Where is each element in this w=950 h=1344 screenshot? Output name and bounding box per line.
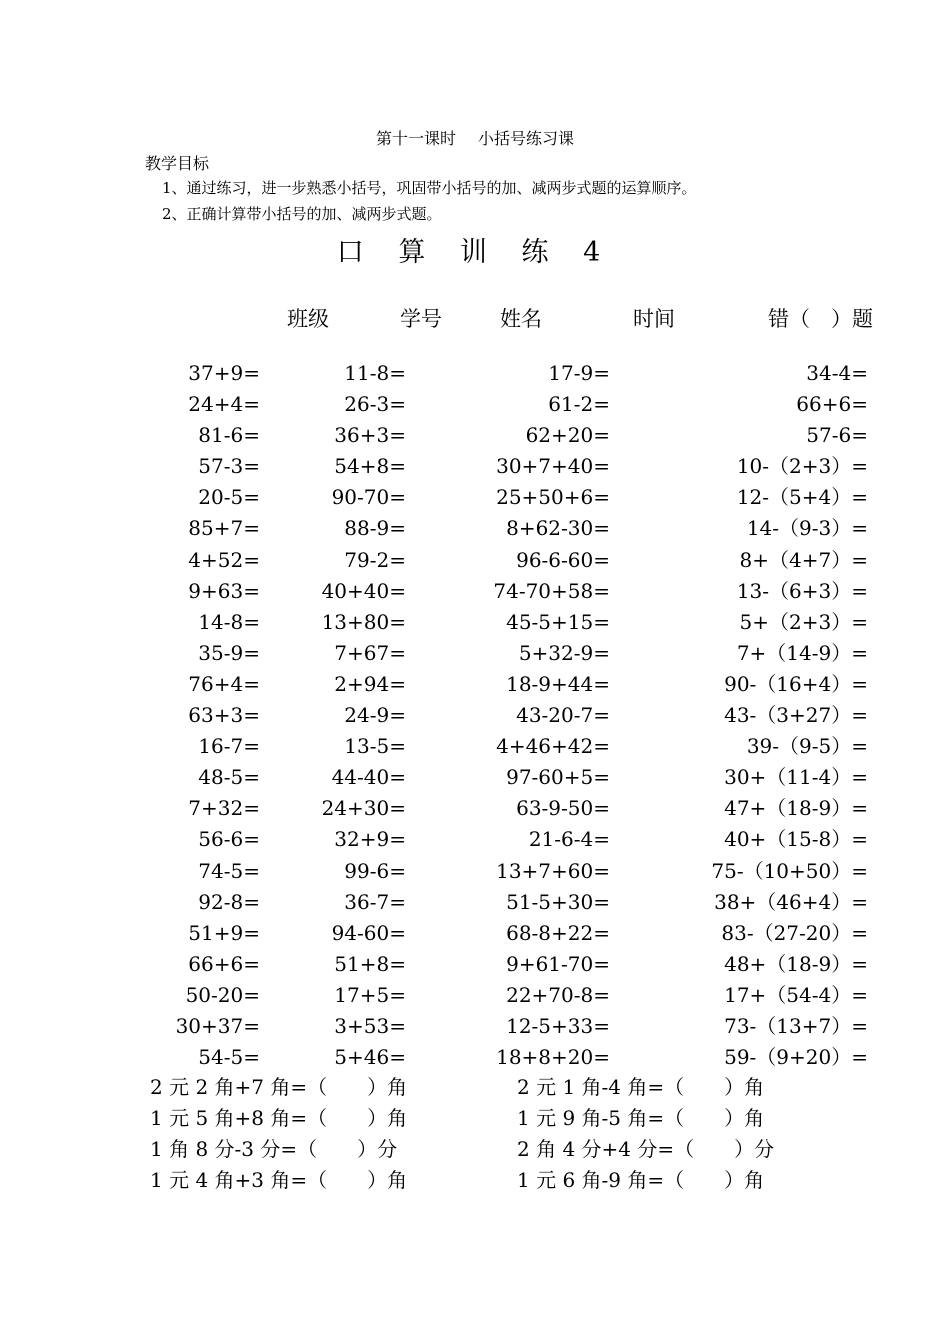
equation: 16-7=	[198, 734, 260, 759]
equation: 24+30=	[321, 796, 406, 821]
equation: 92-8=	[198, 889, 260, 914]
equation-row	[0, 1012, 950, 1043]
equation: 14-（9-3）=	[746, 516, 868, 541]
equation: 50-20=	[185, 982, 260, 1007]
equation: 5+46=	[334, 1045, 406, 1070]
equation-row	[0, 1043, 950, 1074]
equation: 4+46+42=	[496, 734, 610, 759]
equation: 48-5=	[198, 765, 260, 790]
equation: 54+8=	[334, 454, 406, 479]
equation: 74-70+58=	[493, 578, 610, 603]
equation: 24+4=	[188, 392, 260, 417]
money-row	[0, 1073, 950, 1104]
equation: 17+（54-4）=	[724, 982, 868, 1007]
equation: 79-2=	[344, 547, 406, 572]
equation-row	[0, 483, 950, 514]
equation: 8+62-30=	[506, 516, 610, 541]
equation-row	[0, 608, 950, 639]
equation: 94-60=	[331, 920, 406, 945]
equation-row	[0, 950, 950, 981]
equation: 37+9=	[188, 361, 260, 385]
equation: 36+3=	[334, 423, 406, 448]
equation: 12-（5+4）=	[736, 485, 868, 510]
equation: 5+（2+3）=	[739, 609, 868, 634]
class-label: 班级	[287, 307, 329, 331]
equation: 68-8+22=	[506, 920, 610, 945]
equation: 51+8=	[334, 951, 406, 976]
equation: 66+6=	[796, 392, 868, 417]
equation: 81-6=	[198, 423, 260, 448]
goal-item: 2、正确计算带小括号的加、减两步式题。	[162, 205, 442, 223]
lesson-title	[0, 126, 950, 149]
equation-row	[0, 670, 950, 701]
equation: 97-60+5=	[506, 765, 610, 790]
money-problem: 1 元 6 角-9 角=（ ）角	[517, 1168, 765, 1193]
equation: 35-9=	[198, 640, 260, 665]
equation: 51-5+30=	[506, 889, 610, 914]
equation: 2+94=	[334, 671, 406, 696]
equation: 47+（18-9）=	[724, 796, 868, 821]
equation: 3+53=	[334, 1013, 406, 1038]
equation: 73-（13+7）=	[724, 1013, 868, 1038]
equation: 36-7=	[344, 889, 406, 914]
equation: 61-2=	[548, 392, 610, 417]
equation-row	[0, 732, 950, 763]
drill-title: 口 算 训 练 4	[336, 237, 614, 268]
equation-row	[0, 857, 950, 888]
equation: 20-5=	[198, 485, 260, 510]
equation: 54-5=	[198, 1045, 260, 1070]
equation-row	[0, 452, 950, 483]
equation: 43-20-7=	[516, 703, 610, 728]
lesson-topic: 小括号练习课	[478, 129, 575, 148]
equation: 7+（14-9）=	[736, 640, 868, 665]
money-problem: 1 元 4 角+3 角=（ ）角	[150, 1168, 408, 1193]
equation: 9+63=	[188, 578, 260, 603]
equation: 17-9=	[548, 361, 610, 385]
time-label: 时间	[633, 307, 675, 331]
money-problem: 1 元 9 角-5 角=（ ）角	[517, 1106, 765, 1131]
equation: 26-3=	[344, 392, 406, 417]
equation: 30+7+40=	[496, 454, 610, 479]
equation: 74-5=	[198, 858, 260, 883]
equation: 18+8+20=	[496, 1045, 610, 1070]
equation: 17+5=	[334, 982, 406, 1007]
equation: 85+7=	[188, 516, 260, 541]
equation: 56-6=	[198, 827, 260, 852]
equation: 25+50+6=	[496, 485, 610, 510]
goals-heading: 教学目标	[145, 154, 210, 173]
equation-row	[0, 639, 950, 670]
equation: 59-（9+20）=	[724, 1045, 868, 1070]
equation: 7+67=	[334, 640, 406, 665]
equation: 13+80=	[321, 609, 406, 634]
equation: 32+9=	[334, 827, 406, 852]
equation: 34-4=	[806, 361, 868, 385]
equation: 13+7+60=	[496, 858, 610, 883]
equation: 90-70=	[331, 485, 406, 510]
equation: 96-6-60=	[516, 547, 610, 572]
money-problem: 1 角 8 分-3 分=（ ）分	[150, 1137, 398, 1162]
equation: 44-40=	[331, 765, 406, 790]
equation: 38+（46+4）=	[714, 889, 868, 914]
equation: 76+4=	[188, 671, 260, 696]
equation: 5+32-9=	[518, 640, 610, 665]
equation: 45-5+15=	[506, 609, 610, 634]
equation: 10-（2+3）=	[736, 454, 868, 479]
equation: 40+（15-8）=	[724, 827, 868, 852]
equation: 88-9=	[344, 516, 406, 541]
money-row	[0, 1135, 950, 1166]
equation: 24-9=	[344, 703, 406, 728]
equation: 63+3=	[188, 703, 260, 728]
equation-row	[0, 546, 950, 577]
money-problem: 2 元 1 角-4 角=（ ）角	[517, 1075, 765, 1099]
equation: 22+70-8=	[506, 982, 610, 1007]
equation: 13-5=	[344, 734, 406, 759]
equation: 14-8=	[198, 609, 260, 634]
money-problem: 2 角 4 分+4 分=（ ）分	[517, 1137, 775, 1162]
equation: 83-（27-20）=	[721, 920, 868, 945]
equation: 7+32=	[188, 796, 260, 821]
equation-row	[0, 825, 950, 856]
equation: 62+20=	[525, 423, 610, 448]
equation: 63-9-50=	[516, 796, 610, 821]
equation: 30+37=	[175, 1013, 260, 1038]
goal-item: 1、通过练习，进一步熟悉小括号，巩固带小括号的加、减两步式题的运算顺序。	[162, 179, 697, 197]
equation: 99-6=	[344, 858, 406, 883]
equation-row	[0, 701, 950, 732]
money-problem: 2 元 2 角+7 角=（ ）角	[150, 1075, 408, 1099]
money-row	[0, 1104, 950, 1135]
lesson-number: 第十一课时	[375, 129, 456, 148]
equation-row	[0, 981, 950, 1012]
equation: 90-（16+4）=	[724, 671, 868, 696]
equation-row	[0, 390, 950, 421]
equation-row	[0, 421, 950, 452]
equation: 51+9=	[188, 920, 260, 945]
equation: 75-（10+50）=	[711, 858, 868, 883]
errors-label: 错（ ）题	[768, 307, 873, 331]
equation-row	[0, 919, 950, 950]
equation: 48+（18-9）=	[724, 951, 868, 976]
equation: 57-6=	[806, 423, 868, 448]
equation-grid	[0, 359, 950, 1074]
equation-row	[0, 888, 950, 919]
equation: 30+（11-4）=	[724, 765, 868, 790]
equation: 21-6-4=	[528, 827, 610, 852]
equation-row	[0, 514, 950, 545]
equation-row	[0, 359, 950, 390]
equation: 11-8=	[344, 361, 406, 385]
equation: 39-（9-5）=	[746, 734, 868, 759]
equation: 57-3=	[198, 454, 260, 479]
money-row	[0, 1166, 950, 1197]
equation: 43-（3+27）=	[724, 703, 868, 728]
equation: 12-5+33=	[506, 1013, 610, 1038]
money-problems	[0, 1073, 950, 1197]
equation: 8+（4+7）=	[739, 547, 868, 572]
equation-row	[0, 577, 950, 608]
student-number-label: 学号	[400, 307, 442, 331]
equation: 9+61-70=	[506, 951, 610, 976]
name-label: 姓名	[500, 307, 542, 331]
equation: 13-（6+3）=	[736, 578, 868, 603]
equation-row	[0, 794, 950, 825]
equation: 4+52=	[188, 547, 260, 572]
money-problem: 1 元 5 角+8 角=（ ）角	[150, 1106, 408, 1131]
equation: 40+40=	[321, 578, 406, 603]
equation: 66+6=	[188, 951, 260, 976]
equation-row	[0, 763, 950, 794]
equation: 18-9+44=	[506, 671, 610, 696]
